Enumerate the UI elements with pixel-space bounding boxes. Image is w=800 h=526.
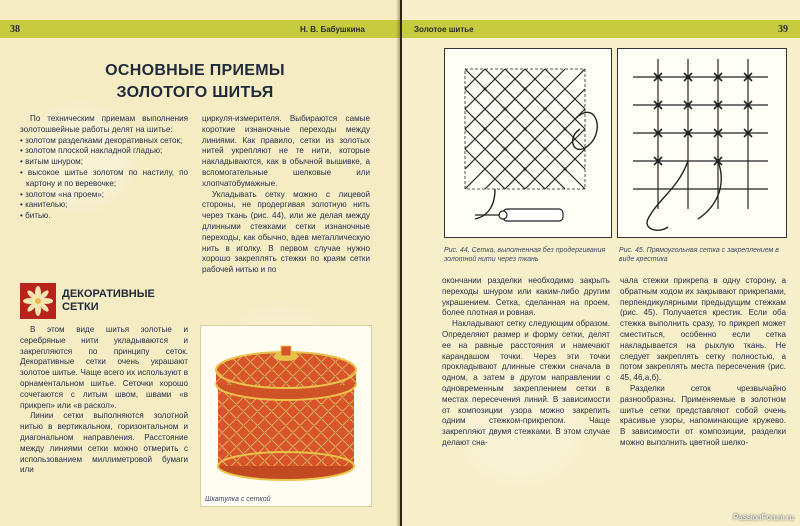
paragraph: Укладывать сетку можно с лицевой стороны, не продергивая золотную нить через ткань (рис. 44), или же делая между длинными стежками сетки изнаночные переходы, как обычно, вдев металлическую нить в иголку. В первом случае нужно хорошо закреплять стежки по краям сетки рабочей нитью и по [202,189,370,275]
photo-caption: Шкатулка с сеткой [205,496,271,503]
section-title-line-2: СЕТКИ [62,301,99,313]
left-column-1 [20,114,188,222]
site-watermark: PassionForum.ru [733,513,794,522]
list-item: • битью. [20,211,51,221]
right-column-1 [442,276,610,449]
running-header: Золотое шитье [414,24,474,34]
list-item: • канителью; [20,200,68,210]
right-column-2 [620,276,786,449]
figure-45 [617,48,787,238]
section-title-line-1: ДЕКОРАТИВНЫЕ [62,288,155,300]
paragraph: окончании разделки необходимо закрыть переходы шнуром или каким-либо другим украшением. Сетка, сделанная на проем, более плотная и ровная. [442,276,610,318]
right-header-bar [402,20,800,38]
left-page-number: 38 [10,23,20,35]
diagonal-net-diagram [445,49,611,237]
rectangular-net-diagram [618,49,786,237]
technique-list [20,136,188,222]
left-header-bar [0,20,400,38]
intro-paragraph: По техническим приемам выполнения золотошвейные работы делят на шитье: [20,114,188,134]
list-item: • золотом «на проем»; [20,189,105,199]
title-line-2: ЗОЛОТОГО ШИТЬЯ [116,84,274,101]
section-title [62,288,155,314]
figure-44 [444,48,612,238]
left-column-2 [202,114,370,276]
figure-44-caption: Рис. 44. Сетка, выполненная без продергивания золотной нити через ткань [444,247,606,263]
right-page-number: 39 [778,23,788,35]
list-item: • золотом плоской накладной гладью; [20,146,163,156]
list-item: • витым шнуром; [20,157,83,167]
page-title [95,60,295,104]
list-item: • высокое шитье золотом по настилу, по картону и по веревочке; [20,167,188,188]
paragraph: чала стежки прикрепа в одну сторону, а обратным ходом их закрывают прикрепами, перпендикулярными предыдущим стежкам (рис. 45). Получается крестик. Если оба стежка выполнить сразу, то прикреп может сместиться, особенно если сетка накладывается на рыхлую ткань. Не следует закреплять сетку полностью, а потом закреплять места пересечения (рис. 45, 46,а,б). [620,276,786,383]
paragraph: циркуля-измерителя. Выбираются самые короткие изнаночные переходы между линиями. Как правило, сетки из золотых нитей укрепляют не те нити, которые накладываются, как в обычной вышивке, а вспомогательные шелковые или хлопчатобумажные. [202,114,370,188]
list-item: • золотом разделками декоративных сеток; [20,135,183,145]
paragraph: Линии сетки выполняются золотной нитью в вертикальном, горизонтальном и диагональном направления. Расстояние между линиями сетки можно отмерить с использованием миллиметровой бумаги или [20,411,188,475]
box-photo [200,325,372,507]
paragraph: Разделки сеток чрезвычайно разнообразны. Применяемые в золотном шитье сетки представляют собой очень красивые узоры, напоминающие кружево. В зависимости от композиции, разделки можно выполнить цветной шелко- [620,383,786,447]
header-author: Н. В. Бабушкина [300,24,365,34]
paragraph: В этом виде шитья золотые и серебряные нити укладываются и закрепляются по принципу сеток. Декоративные сетки очень украшают золотое шитье. Чаще всего их используют в орнаментальном шитье. Сеточки хорошо сочетаются с литым швом, швами «в прикреп» или «в раскол». [20,325,188,410]
title-line-1: ОСНОВНЫЕ ПРИЕМЫ [105,62,285,79]
figure-45-caption: Рис. 45. Прямоугольная сетка с закреплением в виде крестика [619,247,779,263]
left-column-1b [20,325,188,476]
net-box-illustration [201,326,371,491]
right-page [402,0,800,526]
section-heading [20,283,155,319]
flower-ornament-icon [20,283,56,319]
paragraph: Накладывают сетку следующим образом. Определяют размер и форму сетки, делят ее на равные расстояния и намечают карандашом точки. Через эти точки прокладывают длинные стежки сначала в одном, а затем в другом направлении с одновременным закреплением сетки в местах пересечения линий. В зависимости от композиции узора можно закрепить одним стежком-прикрепом. Чаще закрепляют двумя стежками. В этом случае делают сна- [442,319,610,447]
